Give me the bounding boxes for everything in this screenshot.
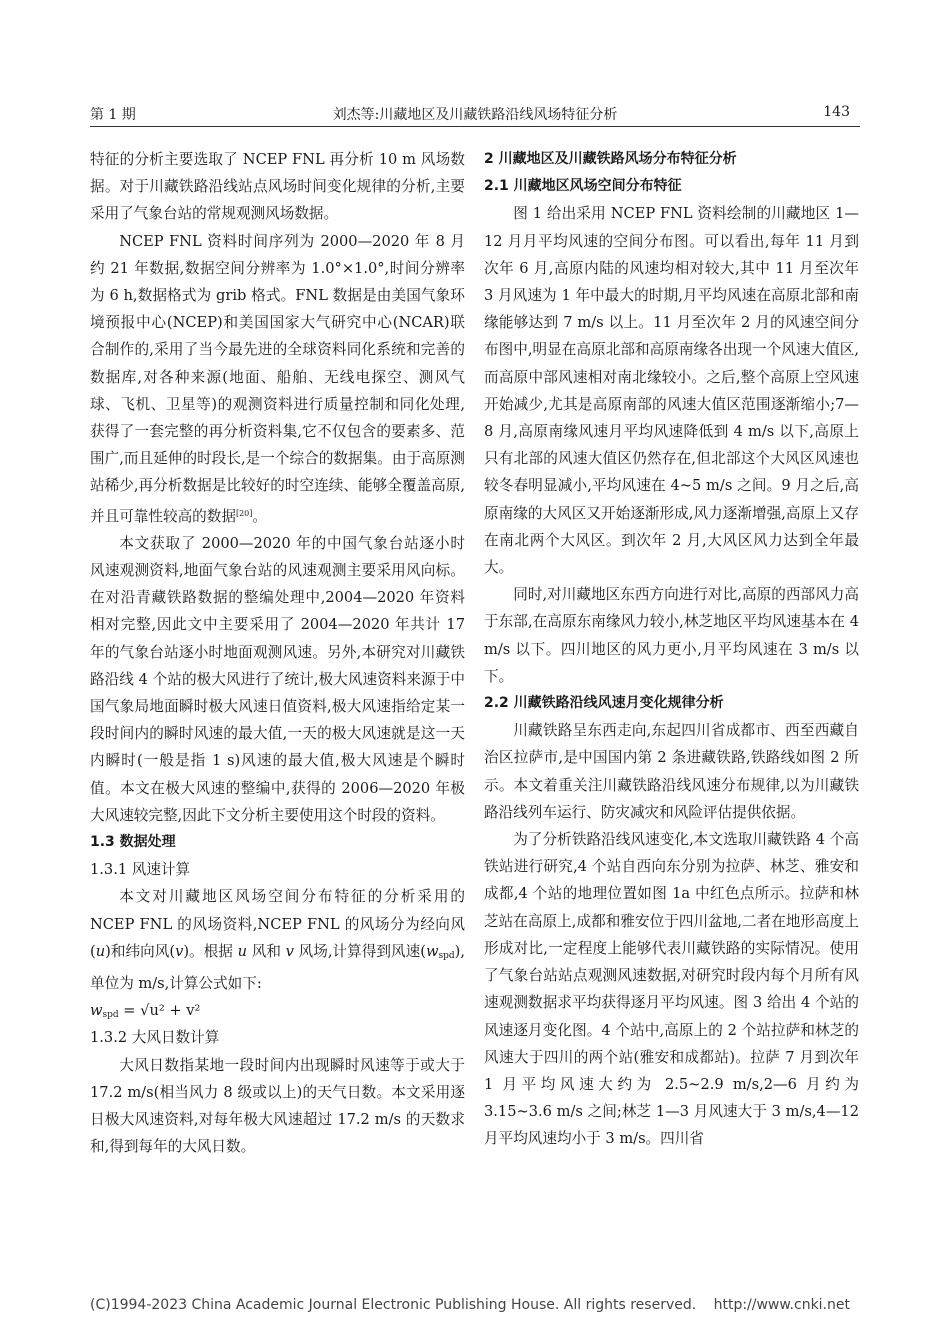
footer-link[interactable]: http://www.cnki.net	[713, 1297, 850, 1313]
subsection-heading: 1.3.1 风速计算	[90, 861, 191, 879]
paragraph: 图 1 给出采用 NCEP FNL 资料绘制的川藏地区 1—12 月月平均风速的空间分布图。可以看出,每年 11 月到次年 6 月,高原内陆的风速均相对较大,其中 11 月至次年 3 月风速为 1 年中最大的时期,月平均风速在高原北部和南缘能够达到 7 m/s 以上。11 月至次年 2 月的风速空间分布图中,明显在高原北部和高原南缘各出现一个风速大值区,而高原中部风速相对南北缘较小。之后,整个高原上空风速开始减少,尤其是高原南部的风速大值区范围逐渐缩小;7—8 月,高原南缘风速月平均风速降低到 4 m/s 以下,高原上只有北部的风速大值区仍然存在,但北部这个大风区风速也较冬春明显减小,平均风速在 4~5 m/s 之间。9 月之后,高原南缘的大风区又开始逐渐形成,风力逐渐增强,高原上又存在南北两个大风区。到次年 2 月,大风区风力达到全年最大。	[484, 205, 859, 577]
citation-ref[interactable]: [20]	[235, 508, 253, 518]
paragraph: 大风日数指某地一段时间内出现瞬时风速等于或大于 17.2 m/s(相当风力 8 级或以上)的天气日数。本文采用逐日极大风速资料,对每年极大风速超过 17.2 m/s 的天数求和,得到每年的大风日数。	[90, 1056, 465, 1156]
variable: u	[237, 942, 248, 960]
paragraph: 特征的分析主要选取了 NCEP FNL 再分析 10 m 风场数据。对于川藏铁路沿线站点风场时间变化规律的分析,主要采用了气象台站的常规观测风场数据。	[90, 151, 465, 223]
section-heading: 1.3 数据处理	[90, 834, 176, 851]
paragraph: 为了分析铁路沿线风速变化,本文选取川藏铁路 4 个高铁站进行研究,4 个站自西向东分别为拉萨、林芝、雅安和成都,4 个站的地理位置如图 1a 中红色点所示。拉萨和林芝站在高原上,成都和雅安位于四川盆地,二者在地形高度上形成对比,一定程度上能够代表川藏铁路的实际情况。使用了气象台站站点观测风速数据,对研究时段内每个月所有风速观测数据求平均获得逐月平均风速。图 3 给出 4 个站的风速逐月变化图。4 个站中,高原上的 2 个站拉萨和林芝的风速大于四川的两个站(雅安和成都站)。拉萨 7 月到次年 1 月平均风速大约为 2.5~2.9 m/s,2—6 月约为 3.15~3.6 m/s 之间;林芝 1—3 月风速大于 3 m/s,4—12 月平均风速均小于 3 m/s。四川省	[484, 831, 859, 1148]
subscript: spd	[438, 950, 455, 961]
section-heading: 2.2 川藏铁路沿线风速月变化规律分析	[484, 695, 724, 712]
issue-number: 第 1 期	[90, 107, 136, 123]
paragraph-text: 本文对川藏地区风场空间分布特征的分析采用的 NCEP FNL 的风场资料,NCEP FNL 的风场分为经向风(	[90, 888, 465, 960]
formula-lhs: w	[90, 1002, 103, 1020]
paragraph-text: ),单位为 m/s,计算公式如下:	[90, 942, 465, 993]
paragraph-text: )。根据	[183, 942, 238, 960]
paragraph-text: 风和	[247, 942, 286, 960]
subsection-heading: 1.3.2 大风日数计算	[90, 1029, 220, 1047]
paragraph-text: )和纬向风(	[105, 942, 176, 960]
paragraph: 同时,对川藏地区东西方向进行对比,高原的西部风力高于东部,在高原东南缘风力较小,林芝地区平均风速基本在 4 m/s 以下。四川地区的风力更小,月平均风速在 3 m/s 以下。	[484, 586, 859, 685]
paragraph	[90, 883, 465, 997]
wind-speed-formula	[90, 997, 465, 1024]
page-number: 143	[823, 104, 850, 120]
formula-rhs: = √u² + v²	[118, 1002, 201, 1020]
formula-subscript: spd	[102, 1010, 119, 1021]
variable: u	[95, 942, 106, 960]
copyright-notice: (C)1994-2023 China Academic Journal Electronic Publishing House. All rights reserved.	[90, 1297, 697, 1313]
running-title: 刘杰等:川藏地区及川藏铁路沿线风场特征分析	[332, 107, 618, 123]
right-column	[484, 146, 859, 1153]
paragraph-text: 风场,计算得到风速(	[293, 942, 426, 960]
paragraph: 川藏铁路呈东西走向,东起四川省成都市、西至西藏自治区拉萨市,是中国国内第 2 条进藏铁路,铁路线如图 2 所示。本文着重关注川藏铁路沿线风速分布规律,以为川藏铁路沿线列车运行、防灾减灾和风险评估提供依据。	[484, 722, 859, 821]
variable: v	[285, 942, 294, 960]
section-heading: 2 川藏地区及川藏铁路风场分布特征分析	[484, 151, 737, 167]
variable: v	[175, 942, 184, 960]
paragraph: 本文获取了 2000—2020 年的中国气象台站逐小时风速观测资料,地面气象台站的风速观测主要采用风向标。在对沿青藏铁路数据的整编处理中,2004—2020 年资料相对完整,因此文中主要采用了 2004—2020 年共计 17 年的气象台站逐小时地面观测风速。另外,本研究对川藏铁路沿线 4 个站的极大风进行了统计,极大风速资料来源于中国气象局地面瞬时极大风速日值资料,极大风速指给定某一段时间内的瞬时风速的最大值,一天的极大风速就是这一天内瞬时(一般是指 1 s)风速的最大值,极大风速是个瞬时值。本文在极大风速的整编中,获得的 2006—2020 年极大风速较完整,因此下文分析主要使用这个时段的资料。	[90, 534, 465, 824]
paragraph	[90, 228, 465, 530]
paragraph-text: 。	[252, 507, 267, 525]
section-heading: 2.1 川藏地区风场空间分布特征	[484, 178, 682, 195]
running-header	[90, 104, 860, 127]
variable: w	[426, 942, 439, 960]
paragraph-text: NCEP FNL 资料时间序列为 2000—2020 年 8 月约 21 年数据,数据空间分辨率为 1.0°×1.0°,时间分辨率为 6 h,数据格式为 grib 格式。FNL 数据是由美国气象环境预报中心(NCEP)和美国国家大气研究中心(NCAR)联合制作的,采用了当今最先进的全球资料同化系统和完善的数据库,对各种来源(地面、船舶、无线电探空、测风气球、飞机、卫星等)的观测资料进行质量控制和同化处理,获得了一套完整的再分析资料集,它不仅包含的要素多、范围广,而且延伸的时段长,是一个综合的数据集。由于高原测站稀少,再分析数据是比较好的时空连续、能够全覆盖高原,并且可靠性较高的数据	[90, 232, 465, 525]
left-column	[90, 146, 465, 1160]
